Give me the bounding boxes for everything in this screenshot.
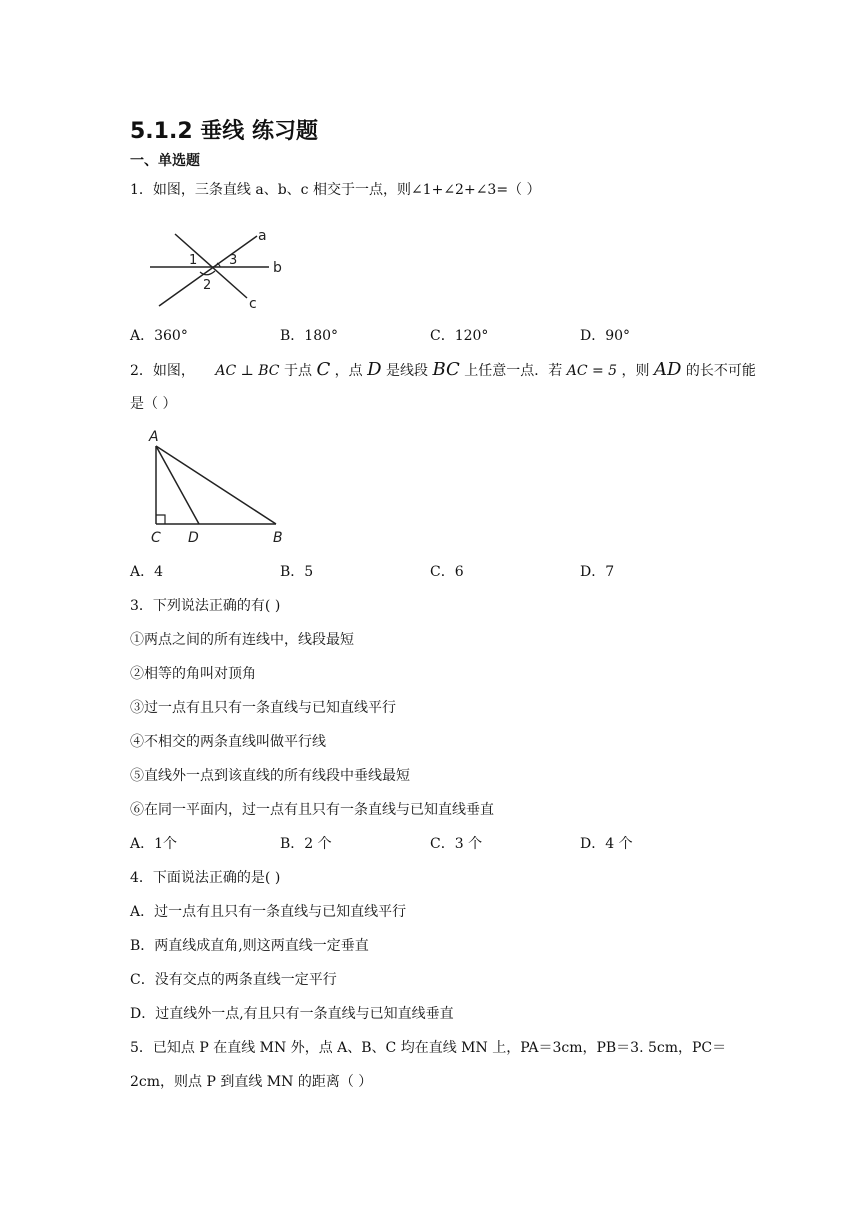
- q1-option-b: B．180°: [280, 328, 339, 344]
- angle-label-3: 3: [229, 253, 238, 268]
- question-2-stem: [130, 360, 756, 381]
- point-label-b: B: [273, 530, 283, 546]
- q4-option-c: C．没有交点的两条直线一定平行: [130, 972, 337, 988]
- q3-statement-4: ④不相交的两条直线叫做平行线: [130, 734, 326, 750]
- question-5-stem-line2: 2cm，则点 P 到直线 MN 的距离（ ）: [130, 1074, 373, 1090]
- section-heading: 一、单选题: [130, 153, 200, 169]
- q1-option-a: A．360°: [130, 328, 188, 344]
- question-2-figure: [144, 428, 294, 550]
- q4-option-a: A．过一点有且只有一条直线与已知直线平行: [130, 904, 407, 920]
- point-label-d: D: [188, 530, 199, 546]
- q3-statement-1: ①两点之间的所有连线中，线段最短: [130, 632, 354, 648]
- q3-option-b: B．2 个: [280, 836, 332, 852]
- q2-segment-bc: BC: [432, 359, 460, 380]
- question-2-stem-line2: 是（ ）: [130, 396, 177, 412]
- q2-option-b: B．5: [280, 564, 314, 580]
- q2-condition-length: AC = 5: [566, 363, 618, 379]
- q2-text-6: 的长不可能: [685, 363, 756, 379]
- q3-statement-5: ⑤直线外一点到该直线的所有线段中垂线最短: [130, 768, 410, 784]
- question-3-stem: 3．下列说法正确的有( ): [130, 598, 281, 614]
- segment-ab: [156, 446, 276, 524]
- question-5-stem-line1: 5．已知点 P 在直线 MN 外，点 A、B、C 均在直线 MN 上，PA＝3cm，PB＝3. 5cm，PC＝: [130, 1040, 727, 1056]
- figure-label-b: b: [273, 260, 282, 276]
- point-label-c: C: [151, 530, 161, 546]
- q2-text-2: ，点: [334, 363, 363, 379]
- q2-option-a: A．4: [130, 564, 164, 580]
- q1-option-c: C．120°: [430, 328, 489, 344]
- right-angle-mark: [156, 515, 165, 524]
- q2-option-c: C．6: [430, 564, 464, 580]
- q2-text-4: 上任意一点．若: [464, 363, 563, 379]
- line-a: [159, 236, 257, 306]
- q2-option-d: D．7: [580, 564, 615, 580]
- q2-text-1: 于点: [283, 363, 312, 379]
- q2-condition-perpendicular: AC ⊥ BC: [215, 363, 280, 379]
- figure-label-a: a: [258, 228, 267, 244]
- angle-label-2: 2: [203, 278, 212, 293]
- figure-label-c: c: [249, 296, 257, 312]
- q2-segment-ad: AD: [654, 359, 682, 380]
- question-1-figure: [145, 226, 295, 316]
- q2-prefix: 2．如图，: [130, 363, 195, 379]
- q4-option-b: B．两直线成直角,则这两直线一定垂直: [130, 938, 369, 954]
- q3-option-c: C．3 个: [430, 836, 483, 852]
- q3-option-a: A．1个: [130, 836, 178, 852]
- point-label-a: A: [149, 429, 159, 445]
- q3-option-d: D．4 个: [580, 836, 633, 852]
- q1-option-d: D．90°: [580, 328, 631, 344]
- q2-text-5: ，则: [621, 363, 650, 379]
- question-4-stem: 4．下面说法正确的是( ): [130, 870, 281, 886]
- page-title: 5.1.2 垂线 练习题: [130, 119, 318, 144]
- angle-label-1: 1: [189, 253, 198, 268]
- q2-point-c: C: [316, 359, 331, 380]
- q4-option-d: D．过直线外一点,有且只有一条直线与已知直线垂直: [130, 1006, 454, 1022]
- q2-point-d: D: [367, 359, 382, 380]
- q3-statement-3: ③过一点有且只有一条直线与已知直线平行: [130, 700, 396, 716]
- q3-statement-6: ⑥在同一平面内，过一点有且只有一条直线与已知直线垂直: [130, 802, 494, 818]
- q2-text-3: 是线段: [386, 363, 429, 379]
- segment-ad: [156, 446, 199, 524]
- question-1-stem: 1．如图，三条直线 a、b、c 相交于一点，则∠1+∠2+∠3=（ ）: [130, 182, 541, 198]
- q3-statement-2: ②相等的角叫对顶角: [130, 666, 256, 682]
